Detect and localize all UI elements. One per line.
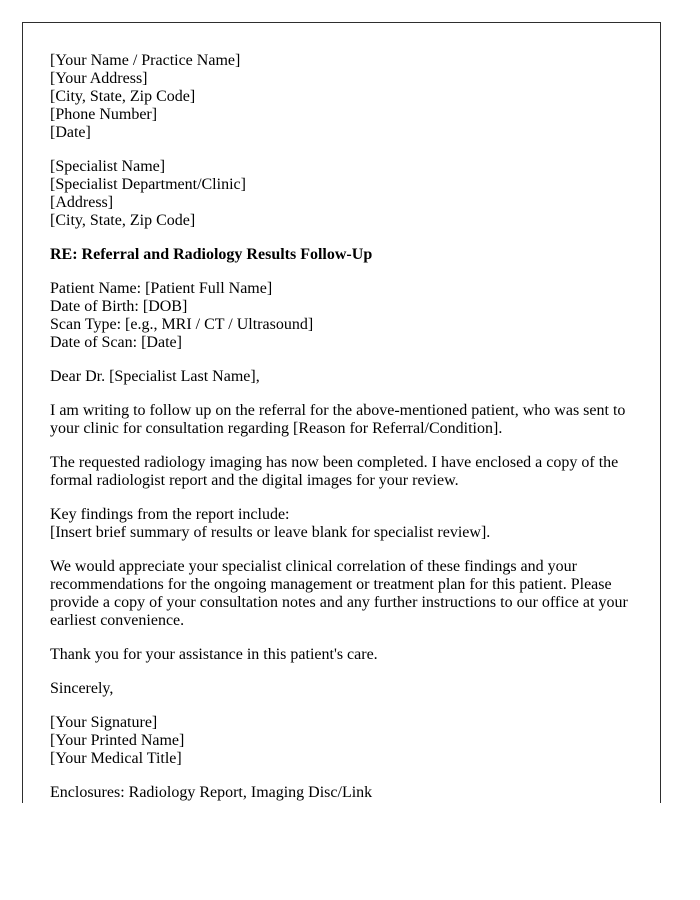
recipient-line: [Specialist Department/Clinic] <box>50 176 246 193</box>
enclosures-line: Enclosures: Radiology Report, Imaging Disc/Link <box>50 784 373 801</box>
sender-address-block <box>50 52 633 142</box>
thanks-line: Thank you for your assistance in this patient's care. <box>50 646 378 663</box>
sender-line: [Date] <box>50 124 91 141</box>
salutation: Dear Dr. [Specialist Last Name], <box>50 368 260 385</box>
signature-line: [Your Printed Name] <box>50 732 185 749</box>
recipient-line: [Address] <box>50 194 114 211</box>
patient-detail-line: Scan Type: [e.g., MRI / CT / Ultrasound] <box>50 316 314 333</box>
recipient-address-block <box>50 158 633 230</box>
body-paragraph-3: We would appreciate your specialist clinical correlation of these findings and your recommendations for the ongoing management or treatment plan for this patient. Please provide a copy of your consultation notes and any further instructions to our office at your earliest convenience. <box>50 558 628 629</box>
patient-detail-line: Patient Name: [Patient Full Name] <box>50 280 273 297</box>
recipient-line: [City, State, Zip Code] <box>50 212 196 229</box>
letter-page <box>22 22 661 803</box>
signature-line: [Your Signature] <box>50 714 158 731</box>
key-findings-placeholder: [Insert brief summary of results or leave blank for specialist review]. <box>50 524 491 541</box>
sender-line: [Your Address] <box>50 70 148 87</box>
closing-line: Sincerely, <box>50 680 114 697</box>
body-paragraph-1: I am writing to follow up on the referral for the above-mentioned patient, who was sent to your clinic for consultation regarding [Reason for Referral/Condition]. <box>50 402 626 437</box>
patient-detail-line: Date of Scan: [Date] <box>50 334 182 351</box>
signature-line: [Your Medical Title] <box>50 750 182 767</box>
body-paragraph-2: The requested radiology imaging has now been completed. I have enclosed a copy of the formal radiologist report and the digital images for your review. <box>50 454 619 489</box>
key-findings-block <box>50 506 633 542</box>
signature-block <box>50 714 633 768</box>
sender-line: [City, State, Zip Code] <box>50 88 196 105</box>
patient-details-block <box>50 280 633 352</box>
recipient-line: [Specialist Name] <box>50 158 166 175</box>
key-findings-intro: Key findings from the report include: <box>50 506 290 523</box>
sender-line: [Your Name / Practice Name] <box>50 52 241 69</box>
sender-line: [Phone Number] <box>50 106 158 123</box>
subject-line: RE: Referral and Radiology Results Follow-Up <box>50 246 373 263</box>
patient-detail-line: Date of Birth: [DOB] <box>50 298 188 315</box>
